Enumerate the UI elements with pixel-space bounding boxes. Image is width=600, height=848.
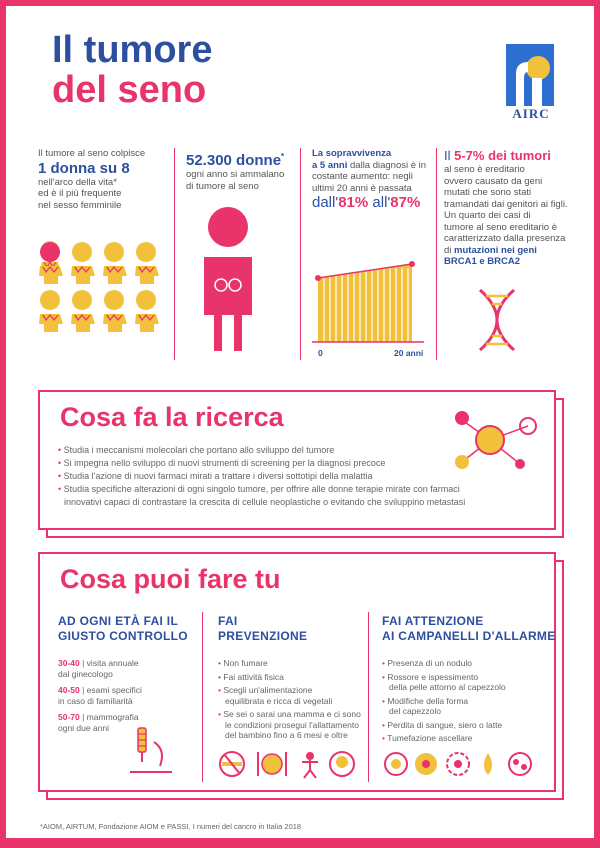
check-text: in caso di familiarità <box>58 695 133 706</box>
stat1-intro: Il tumore al seno colpisce <box>38 148 146 159</box>
logo-text: AIRC <box>512 106 550 121</box>
survival-chart-icon <box>312 258 430 348</box>
prevention-icons <box>218 748 368 780</box>
prevention-item: • Scegli un'alimentazione <box>218 685 368 696</box>
stat4-l1: al seno è ereditario <box>444 164 525 175</box>
stat4-l6: tumore al seno ereditario è <box>444 221 558 233</box>
prevention-heading <box>218 614 307 644</box>
microscope-icon <box>120 726 180 778</box>
stat3-to-val: 87% <box>390 194 421 211</box>
prevention-item-cont: equilibrata e ricca di vegetali <box>225 695 333 706</box>
stat-hereditary <box>444 148 584 268</box>
alarm-list <box>382 658 550 747</box>
research-item: • Studia i meccanismi molecolari che portano allo sviluppo del tumore <box>58 444 548 457</box>
no-smoking-icon <box>220 752 244 776</box>
check-heading-l2: GIUSTO CONTROLLO <box>58 629 188 643</box>
prevention-item-cont: del bambino fino a 6 mesi e oltre <box>225 730 348 740</box>
stat4-l8-pre: di <box>444 244 455 256</box>
alarm-item: • Perdita di sangue, siero o latte <box>382 720 550 731</box>
prevention-list <box>218 658 368 744</box>
stat-women-ratio <box>38 148 168 211</box>
axis-start-label: 0 <box>318 348 323 358</box>
stat4-big: 5-7% dei tumori <box>454 148 551 163</box>
stat4-l3: mutati che sono stati <box>444 187 532 198</box>
action-title: Cosa puoi fare tu <box>60 564 281 594</box>
stat3-rest3: ultimi 20 anni è passata <box>312 182 412 194</box>
stat3-from-val: 81% <box>338 194 369 211</box>
age-range: 30-40 <box>58 658 80 668</box>
shape-change-icon <box>447 753 469 775</box>
page-title-line2: del seno <box>52 69 207 111</box>
divider <box>300 148 301 360</box>
women-grid <box>38 240 168 356</box>
stat4-l4: tramandati dai genitori ai figli. <box>444 198 568 210</box>
stat4-pre: Il <box>444 148 455 163</box>
divider <box>436 148 437 360</box>
alarm-heading-l2: AI CAMPANELLI D'ALLARME <box>382 629 556 643</box>
stat4-l8-bold: mutazioni nei geni <box>454 244 537 256</box>
stat-new-cases <box>186 148 296 192</box>
alarm-item: • Tumefazione ascellare <box>382 733 550 744</box>
check-text: ogni due anni <box>58 722 110 733</box>
prevention-item: • Fai attività fisica <box>218 672 368 683</box>
prevention-item-cont: le condizioni prosegui l'allattamento <box>225 719 359 730</box>
divider <box>174 148 175 360</box>
discharge-icon <box>484 753 492 775</box>
stat3-rest1: dalla diagnosi è in <box>347 159 427 171</box>
page-title-line1: Il tumore <box>52 29 213 71</box>
stat3-rest2: costante aumento: negli <box>312 171 413 182</box>
stat3-from-pre: dall' <box>312 194 339 211</box>
check-heading <box>58 614 188 644</box>
research-list <box>58 444 548 509</box>
age-range: 50-70 <box>58 712 80 722</box>
alarm-item: • Rossore e ispessimento <box>382 672 550 683</box>
alarm-item: • Modifiche della forma <box>382 696 550 707</box>
check-text: dal ginecologo <box>58 668 113 679</box>
stat4-l7: caratterizzato dalla presenza <box>444 233 566 244</box>
stat2-rest2: di tumore al seno <box>186 180 259 192</box>
stat-survival <box>312 148 430 212</box>
axilla-icon <box>509 753 531 775</box>
research-item: • Studia l'azione di nuovi farmaci mirati a trattare i diversi sottotipi della malattia <box>58 470 548 483</box>
axis-end-label: 20 anni <box>394 348 424 358</box>
prevention-item: • Se sei o sarai una mamma e ci sono <box>218 709 368 720</box>
research-item-continuation: innovativi capaci di contrastare la crescita di cellule neoplastiche o evitando che sviluppino metastasi <box>64 497 466 507</box>
divider <box>202 612 203 782</box>
stat4-l9: BRCA1 e BRCA2 <box>444 256 521 267</box>
stat2-big: 52.300 donne <box>186 152 282 169</box>
check-text: | esami specifici <box>79 685 142 695</box>
stat1-rest3: nel sesso femminile <box>38 199 122 211</box>
baby-icon <box>330 752 354 776</box>
woman-figure-icon <box>194 205 262 355</box>
stat1-big: 1 donna su 8 <box>38 159 130 177</box>
stat4-l2: ovvero causato da geni <box>444 175 543 187</box>
alarm-heading-l1: FAI ATTENZIONE <box>382 614 484 628</box>
dna-helix-icon <box>472 288 522 352</box>
research-item: • Studia specifiche alterazioni di ogni singolo tumore, per offrire alle donne terapie mirate con farmaci <box>58 483 548 496</box>
stat2-rest1: ogni anno si ammalano <box>186 169 285 180</box>
research-item: • Si impegna nello sviluppo di nuovi strumenti di screening per la diagnosi precoce <box>58 457 548 470</box>
research-title: Cosa fa la ricerca <box>60 402 284 432</box>
alarm-item-cont: della pelle attorno al capezzolo <box>389 682 506 692</box>
divider <box>368 612 369 782</box>
alarm-item-cont: del capezzolo <box>389 706 441 716</box>
stat1-rest2: ed è il più frequente <box>38 188 122 199</box>
prevention-heading-l1: FAI <box>218 614 238 628</box>
exercise-icon <box>302 752 318 778</box>
check-schedule <box>58 658 198 733</box>
alarm-icons <box>382 750 552 778</box>
stat3-to-pre: all' <box>368 194 391 211</box>
nodule-icon <box>385 753 407 775</box>
redness-icon <box>415 753 437 775</box>
check-text: | mammografia <box>79 712 139 722</box>
stat2-star: * <box>281 152 285 161</box>
footnote: *AIOM, AIRTUM, Fondazione AIOM e PASSI, I numeri del cancro in Italia 2018 <box>40 822 302 831</box>
stat4-l5: Un quarto dei casi di <box>444 210 531 221</box>
airc-logo-icon <box>506 44 554 106</box>
alarm-item: • Presenza di un nodulo <box>382 658 550 669</box>
stat3-bold1: La sopravvivenza <box>312 148 392 159</box>
cutlery-icon <box>258 752 286 776</box>
prevention-heading-l2: PREVENZIONE <box>218 629 308 643</box>
alarm-heading <box>382 614 556 644</box>
check-heading-l1: AD OGNI ETÀ FAI IL <box>58 614 179 628</box>
stat3-bold2: a 5 anni <box>312 159 348 171</box>
stat1-rest1: nell'arco della vita* <box>38 176 117 188</box>
prevention-item: • Non fumare <box>218 658 368 669</box>
check-text: | visita annuale <box>79 658 139 668</box>
age-range: 40-50 <box>58 685 80 695</box>
